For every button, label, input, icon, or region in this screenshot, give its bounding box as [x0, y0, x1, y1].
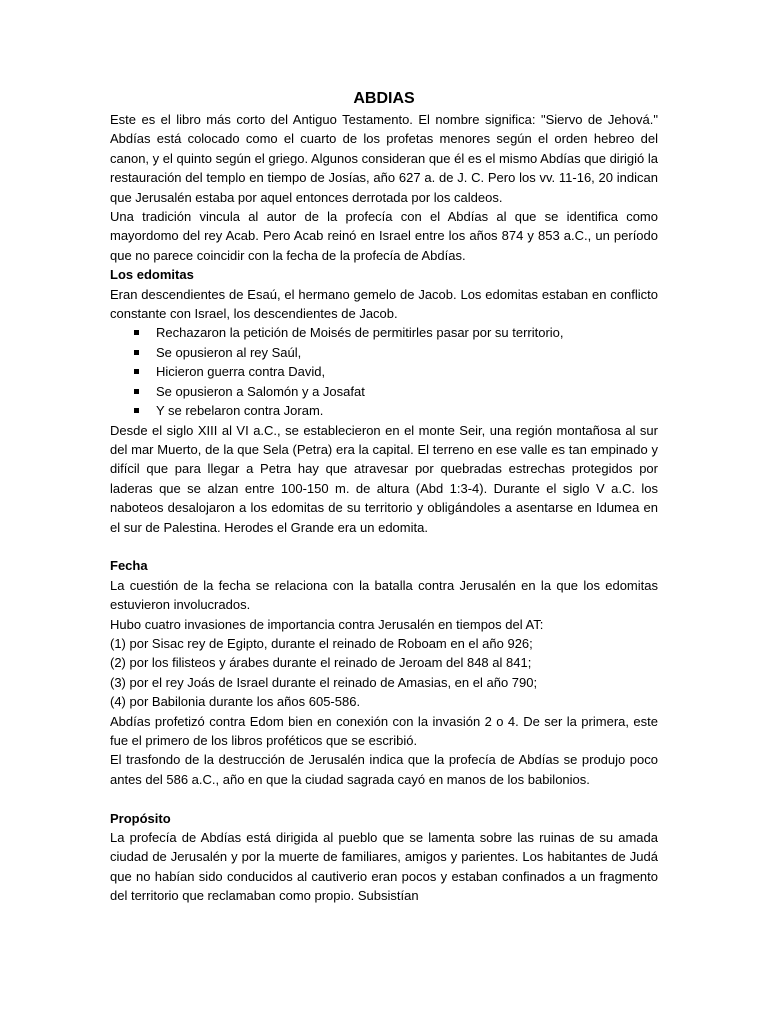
- list-item: [134, 323, 658, 342]
- intro-paragraph-1: Este es el libro más corto del Antiguo Testamento. El nombre significa: "Siervo de Jehová." Abdías está colocado como el cuarto de los profetas menores según el orden hebreo del canon, y el quinto según el griego. Algunos consideran que él es el mismo Abdías que dirigió la restauración del templo en tiempo de Josías, año 627 a. de J. C. Pero los vv. 11-16, 20 indican que Jerusalén estaba por aquel entonces derrotada por los caldeos.: [110, 112, 658, 205]
- section-heading-proposito: Propósito: [110, 810, 171, 826]
- blank-line: [110, 537, 658, 556]
- square-bullet-icon: [134, 369, 139, 374]
- fecha-paragraph-4: El trasfondo de la destrucción de Jerusalén indica que la profecía de Abdías se produjo poco antes del 586 a.C., año en que la ciudad sagrada cayó en manos de los babilonios.: [110, 752, 658, 787]
- list-item: [134, 343, 658, 362]
- fecha-list-line-1: (1) por Sisac rey de Egipto, durante el reinado de Roboam en el año 926;: [110, 635, 533, 651]
- square-bullet-icon: [134, 350, 139, 355]
- square-bullet-icon: [134, 408, 139, 413]
- fecha-list-line-4: (4) por Babilonia durante los años 605-586.: [110, 694, 361, 710]
- list-item: [134, 401, 658, 420]
- edomitas-intro-paragraph: Eran descendientes de Esaú, el hermano gemelo de Jacob. Los edomitas estaban en conflicto constante con Israel, los descendientes de Jacob.: [110, 286, 658, 322]
- fecha-list-line-2: (2) por los filisteos y árabes durante el reinado de Jeroam del 848 al 841;: [110, 655, 532, 671]
- square-bullet-icon: [134, 389, 139, 394]
- list-item-text: Y se rebelaron contra Joram.: [156, 403, 324, 419]
- list-item-text: Se opusieron a Salomón y a Josafat: [156, 383, 365, 399]
- section-heading-edomitas: Los edomitas: [110, 267, 194, 283]
- fecha-list-line-3: (3) por el rey Joás de Israel durante el reinado de Amasias, en el año 790;: [110, 674, 538, 690]
- list-item-text: Se opusieron al rey Saúl,: [156, 344, 302, 360]
- list-item-text: Rechazaron la petición de Moisés de permitirles pasar por su territorio,: [156, 325, 564, 341]
- edomitas-bullet-list: [110, 323, 658, 420]
- document-title: ABDIAS: [353, 90, 415, 107]
- fecha-paragraph-2: Hubo cuatro invasiones de importancia contra Jerusalén en tiempos del AT:: [110, 616, 544, 632]
- proposito-paragraph-1: La profecía de Abdías está dirigida al pueblo que se lamenta sobre las ruinas de su amada ciudad de Jerusalén y por la muerte de familiares, amigos y parientes. Los habitantes de Judá que no habían sido conducidos al cautiverio eran pocos y estaban confinados a un fragmento del territorio que reclamaban como propio. Subsistían: [110, 830, 658, 904]
- list-item: [134, 362, 658, 381]
- list-item: [134, 382, 658, 401]
- section-heading-fecha: Fecha: [110, 558, 148, 574]
- fecha-paragraph-1: La cuestión de la fecha se relaciona con la batalla contra Jerusalén en la que los edomitas estuvieron involucrados.: [110, 577, 658, 613]
- blank-line: [110, 789, 658, 808]
- list-item-text: Hicieron guerra contra David,: [156, 364, 326, 380]
- fecha-paragraph-3: Abdías profetizó contra Edom bien en conexión con la invasión 2 o 4. De ser la primera, este fue el primero de los libros proféticos que se escribió.: [110, 713, 658, 748]
- edomitas-after-paragraph: Desde el siglo XIII al VI a.C., se establecieron en el monte Seir, una región montañosa al sur del mar Muerto, de la que Sela (Petra) era la capital. El terreno en ese valle es tan empinado y difícil que para llegar a Petra hay que atravesar por quebradas estrechas protegidos por laderas que se alzan entre 100-150 m. de altura (Abd 1:3-4). Durante el siglo V a.C. los naboteos desalojaron a los edomitas de su territorio y obligándoles a asentarse en Idumea en el sur de Palestina. Herodes el Grande era un edomita.: [110, 422, 658, 535]
- intro-paragraph-2: Una tradición vincula al autor de la profecía con el Abdías al que se identifica como mayordomo del rey Acab. Pero Acab reinó en Israel entre los años 874 y 853 a.C., un período que no parece coincidir con la fecha de la profecía de Abdías.: [110, 209, 658, 263]
- square-bullet-icon: [134, 330, 139, 335]
